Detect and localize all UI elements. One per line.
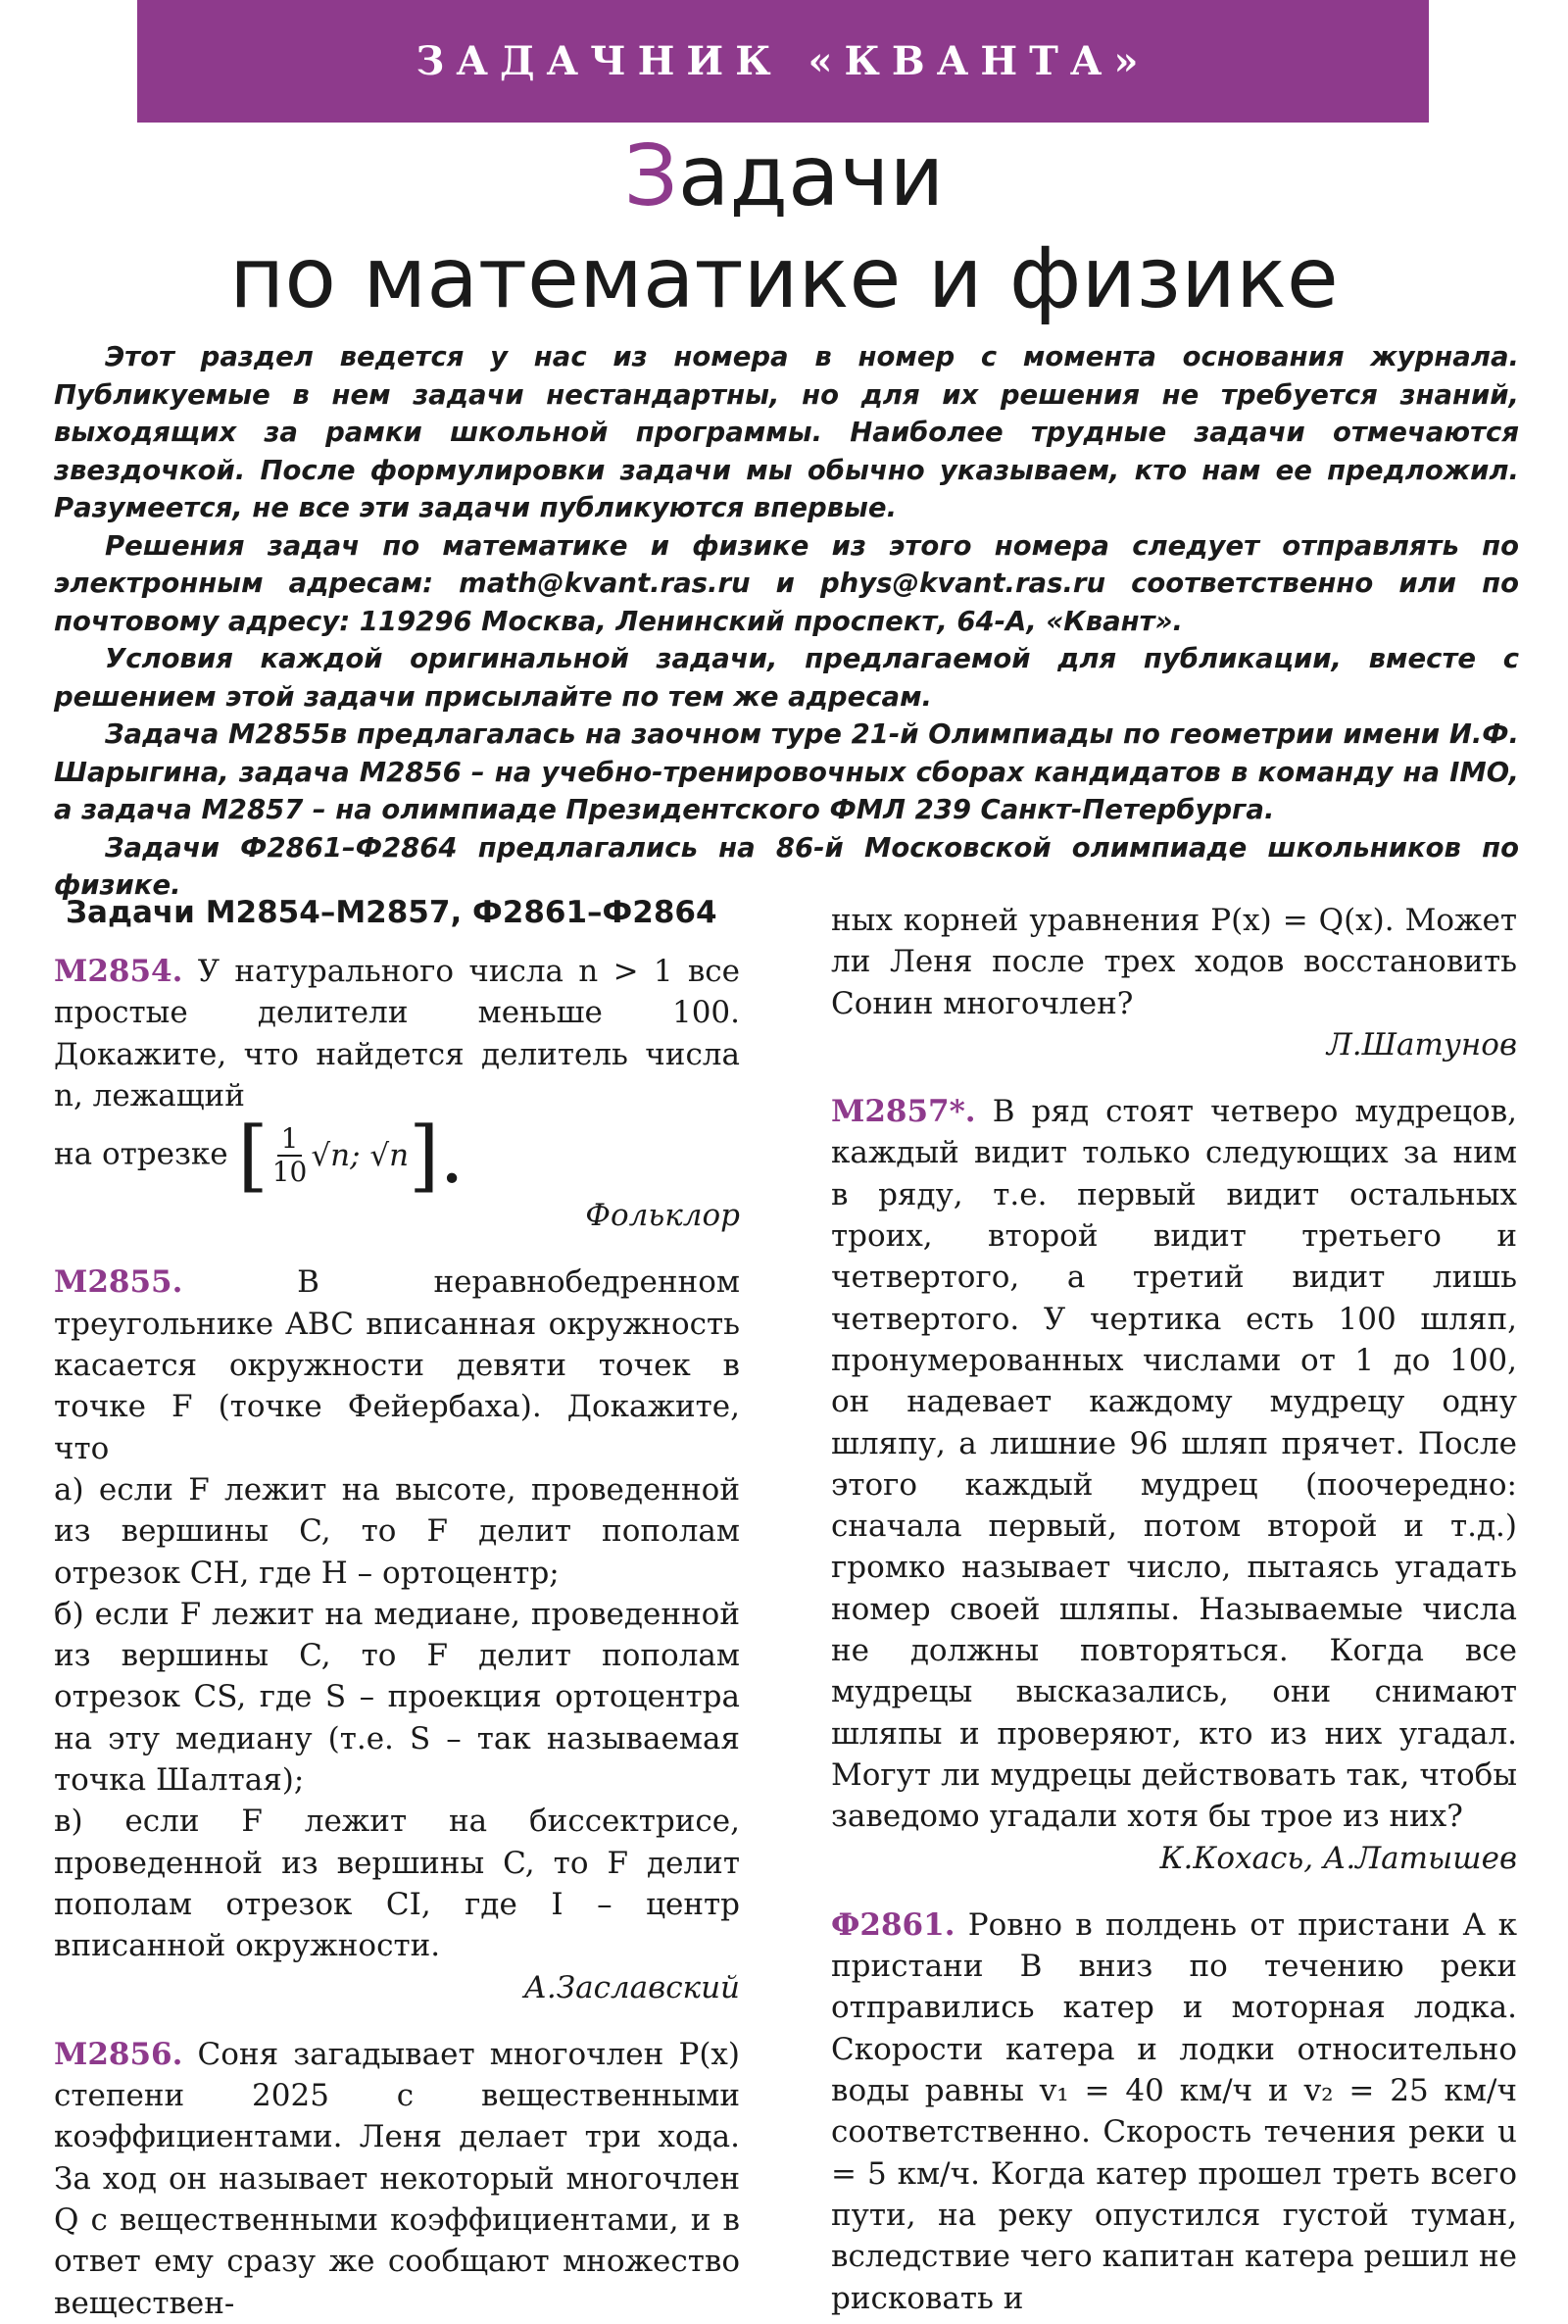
right-column bbox=[831, 900, 1517, 2319]
problem-f2861 bbox=[831, 1904, 1517, 2319]
problem-m2854 bbox=[54, 951, 740, 1236]
title-line-2: по математике и физике bbox=[229, 229, 1339, 327]
intro-text bbox=[54, 338, 1519, 905]
interval-rest: √n; √n bbox=[311, 1138, 410, 1174]
problem-m2857 bbox=[831, 1091, 1517, 1879]
intro-paragraph: Задачи Ф2861–Ф2864 предлагались на 86-й Московской олимпиаде школьников по физике. bbox=[54, 831, 1519, 901]
problem-part-b: б) если F лежит на медиане, проведенной из вершины C, то F делит пополам отрезок CS, где S – проекция ортоцентра на эту медиану (т.е. S – так называемая точка Шалтая); bbox=[54, 1596, 740, 1799]
problem-m2856-continued bbox=[831, 900, 1517, 1065]
problem-text bbox=[831, 1904, 1517, 2319]
title-rest: адачи bbox=[677, 127, 945, 225]
problem-author: Фольклор bbox=[585, 1198, 740, 1234]
problem-body-continued: ных корней уравнения P(x) = Q(x). Может ли Леня после трех ходов восстановить Сонин многочлен? bbox=[831, 903, 1517, 1021]
interval-formula bbox=[54, 1110, 740, 1202]
problem-id: М2857*. bbox=[831, 1094, 976, 1130]
problem-id: М2855. bbox=[54, 1264, 183, 1301]
intro-paragraph: Задача М2855в предлагалась на заочном туре 21-й Олимпиады по геометрии имени И.Ф. Шарыгина, задача М2856 – на учебно-тренировочных сборах кандидатов в команду на IMO, а задача М2857 – на олимпиаде Президентского ФМЛ 239 Санкт-Петербурга. bbox=[54, 718, 1519, 825]
page-title bbox=[0, 125, 1568, 329]
problems-heading: Задачи М2854–М2857, Ф2861–Ф2864 bbox=[66, 895, 717, 930]
fraction-numerator: 1 bbox=[277, 1123, 303, 1157]
intro-paragraph: Условия каждой оригинальной задачи, предлагаемой для публикации, вместе с решением этой задачи присылайте по тем же адресам. bbox=[54, 643, 1519, 713]
problem-body: В ряд стоят четверо мудрецов, каждый видит только следующих за ним в ряду, т.е. первый видит остальных троих, второй видит третьего и четвертого, а третий видит лишь четвертого. У чертика есть 100 шляп, пронумерованных числами от 1 до 100, он надевает каждому мудрецу одну шляпу, а лишние 96 шляп прячет. После этого каждый мудрец (поочередно: сначала первый, потом второй и т.д.) громко называет число, пытаясь угадать номер своей шляпы. Называемые числа не должны повторяться. Когда все мудрецы высказались, они снимают шляпы и проверяют, кто из них угадал. Могут ли мудрецы действовать так, чтобы заведомо угадали хотя бы трое из них? bbox=[831, 1094, 1518, 1835]
intro-paragraph: Этот раздел ведется у нас из номера в номер с момента основания журнала. Публикуемые в нем задачи нестандартны, но для их решения не требуется знаний, выходящих за рамки школьной программы. Наиболее трудные задачи отмечаются звездочкой. После формулировки задачи мы обычно указываем, кто нам ее предложил. Разумеется, не все эти задачи публикуются впервые. bbox=[54, 341, 1519, 523]
fraction bbox=[272, 1123, 308, 1188]
problem-body: В неравнобедренном треугольнике ABC вписанная окружность касается окружности девяти точек в точке F (точке Фейербаха). Докажите, что bbox=[54, 1264, 740, 1466]
left-column bbox=[54, 894, 740, 2324]
intro-paragraph: Решения задач по математике и физике из этого номера следует отправлять по электронным адресам: math@kvant.ras.ru и phys@kvant.ras.ru соответственно или по почтовому адресу: 119296 Москва, Ленинский проспект, 64-А, «Квант». bbox=[54, 529, 1519, 637]
problem-text bbox=[831, 1091, 1517, 1837]
problem-text bbox=[54, 2034, 740, 2324]
problem-id: Ф2861. bbox=[831, 1906, 956, 1943]
interval-label: на отрезке bbox=[54, 1136, 228, 1172]
problem-m2855 bbox=[54, 1261, 740, 2007]
problem-text bbox=[54, 951, 740, 1116]
problem-id: М2856. bbox=[54, 2036, 183, 2072]
problem-m2856 bbox=[54, 2034, 740, 2324]
problem-part-c: в) если F лежит на биссектрисе, проведенной из вершины C, то F делит пополам отрезок CI, где I – центр вписанной окружности. bbox=[54, 1804, 740, 1964]
problem-author: Л.Шатунов bbox=[1326, 1026, 1517, 1063]
title-line-1 bbox=[0, 125, 1568, 227]
problem-body: Соня загадывает многочлен P(x) степени 2025 с вещественными коэффициентами. Леня делает три хода. За ход он называет некоторый многочлен Q с вещественными коэффициентами, и в ответ ему сразу же сообщают множество веществен- bbox=[54, 2036, 740, 2321]
bracket-open: [ bbox=[237, 1110, 269, 1202]
problem-part-a: а) если F лежит на высоте, проведенной из вершины C, то F делит пополам отрезок CH, где H – ортоцентр; bbox=[54, 1471, 740, 1591]
banner-text: ЗАДАЧНИК «КВАНТА» bbox=[416, 38, 1151, 84]
problem-author: А.Заславский bbox=[523, 1969, 740, 2005]
problem-text bbox=[54, 1261, 740, 1468]
bracket-close: ]. bbox=[409, 1110, 465, 1202]
section-banner bbox=[137, 0, 1429, 123]
fraction-denominator: 10 bbox=[271, 1156, 308, 1189]
interval-expression bbox=[237, 1110, 465, 1202]
problem-author: К.Кохась, А.Латышев bbox=[1159, 1840, 1517, 1876]
problem-body: Ровно в полдень от пристани A к пристани B вниз по течению реки отправились катер и моторная лодка. Скорости катера и лодки относительно воды равны v₁ = 40 км/ч и v₂ = 25 км/ч соответственно. Скорость течения реки u = 5 км/ч. Когда катер прошел треть всего пути, на реку опустился густой туман, вследствие чего капитан катера решил не рисковать и bbox=[831, 1906, 1517, 2316]
title-accent-letter: З bbox=[623, 127, 678, 225]
problem-body: У натурального числа n > 1 все простые делители меньше 100. Докажите, что найдется делитель числа n, лежащий bbox=[54, 954, 741, 1113]
problem-id: М2854. bbox=[54, 954, 183, 989]
